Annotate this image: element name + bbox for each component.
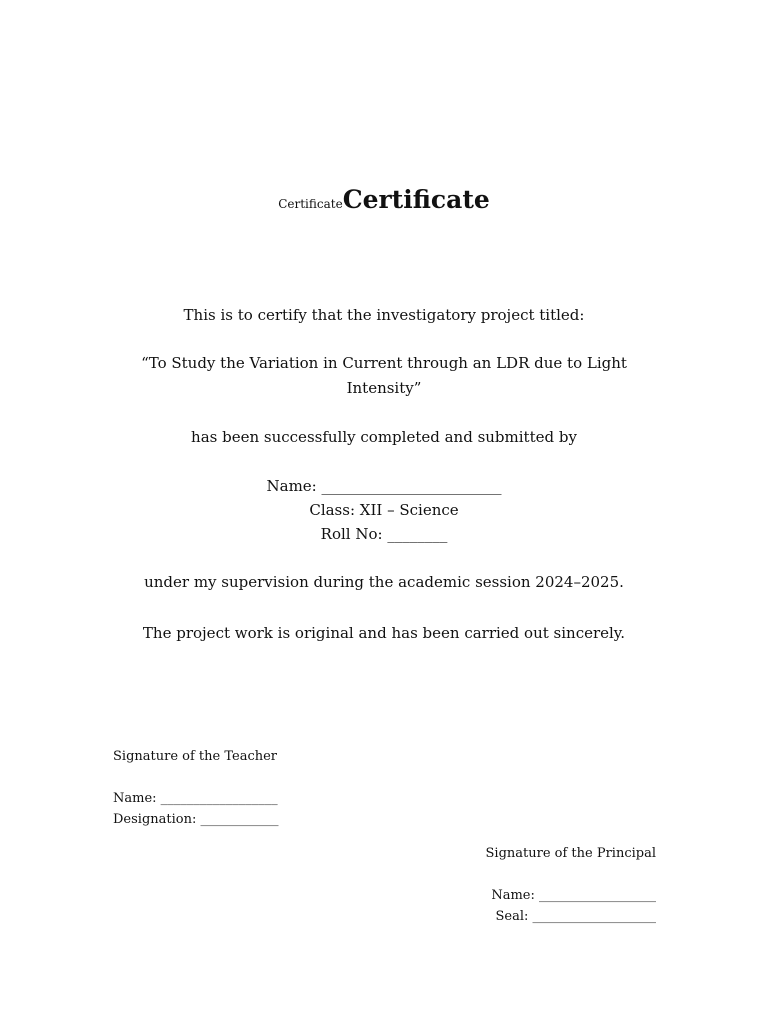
principal-signature-block	[480, 843, 656, 927]
principal-signature-label: Signature of the Principal	[485, 846, 656, 861]
principal-name-line: Name: __________________	[491, 888, 656, 903]
teacher-name-line: Name: __________________	[113, 791, 278, 806]
student-name-line: Name: ________________________	[266, 477, 502, 495]
student-class-line: Class: XII – Science	[309, 501, 459, 519]
project-title: “To Study the Variation in Current through an LDR due to Light Intensity”	[141, 354, 627, 397]
intro-text: This is to certify that the investigatory project titled:	[183, 306, 585, 324]
original-text: The project work is original and has been carried out sincerely.	[142, 624, 626, 642]
principal-seal-line: Seal: ___________________	[495, 909, 656, 924]
heading-small-text: Certificate	[278, 197, 343, 211]
supervision-text: under my supervision during the academic session 2024–2025.	[144, 573, 624, 591]
submitted-text: has been successfully completed and submitted by	[191, 428, 577, 446]
teacher-signature-label: Signature of the Teacher	[113, 749, 278, 764]
teacher-signature-block	[113, 746, 278, 830]
certificate-heading	[0, 184, 768, 220]
teacher-designation-line: Designation: ____________	[113, 812, 279, 827]
heading-title: Certificate	[342, 185, 490, 214]
student-roll-line: Roll No: ________	[320, 525, 448, 543]
